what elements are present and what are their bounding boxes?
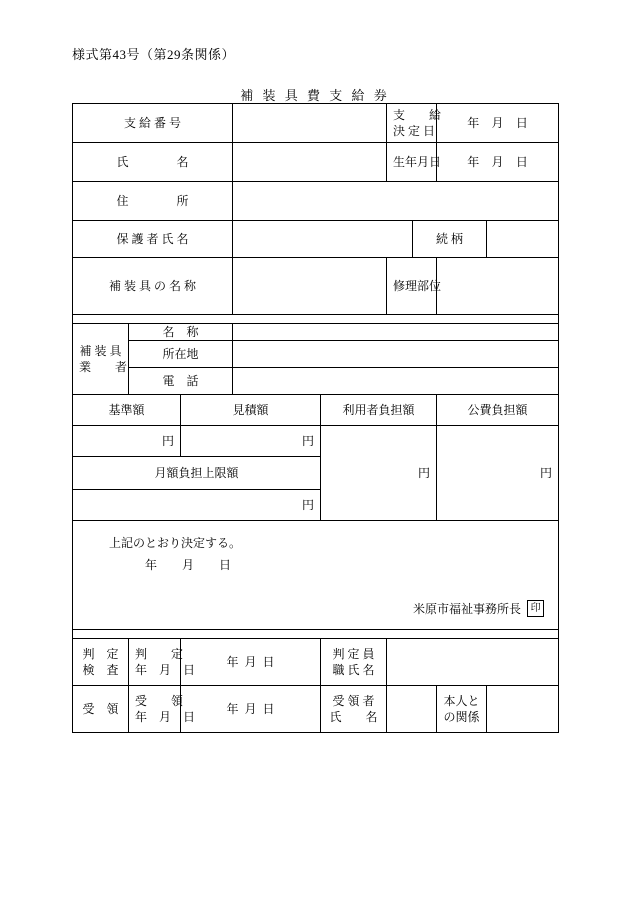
- label-user-burden: 利用者負担額: [321, 395, 437, 426]
- table-row: [73, 221, 559, 258]
- label-receipt-date: [129, 686, 196, 733]
- label-vendor-group: [73, 324, 129, 395]
- decision-statement-date[interactable]: [145, 557, 256, 573]
- receipt-date-year: 年: [226, 702, 239, 717]
- label-judge-inspect-line2: 検 査: [82, 663, 119, 678]
- table-row: [73, 104, 559, 143]
- judge-date-day: 日: [262, 655, 275, 670]
- table-row: [73, 521, 559, 630]
- statement-day: 日: [219, 558, 233, 573]
- label-name: 氏 名: [73, 143, 233, 182]
- field-receiver[interactable]: [387, 686, 437, 733]
- label-repair-part: 修理部位: [387, 258, 437, 315]
- label-judge-inspect: [73, 639, 129, 686]
- label-receipt-date-line2: 年 月 日: [135, 710, 196, 725]
- label-vendor-tel: 電 話: [129, 368, 233, 395]
- label-relationship: 続 柄: [413, 221, 487, 258]
- field-relation-to-person[interactable]: [487, 686, 559, 733]
- seal-icon: 印: [527, 600, 544, 617]
- public-burden-yen: 円: [540, 466, 553, 481]
- field-birth-date[interactable]: [437, 143, 559, 182]
- field-judge-date[interactable]: [181, 639, 321, 686]
- label-receiver: [321, 686, 387, 733]
- label-vendor-group-line1: 補 装 具: [79, 343, 122, 358]
- birth-date-day: 日: [515, 154, 528, 169]
- field-vendor-tel[interactable]: [233, 368, 559, 395]
- issuer-line: [413, 600, 544, 617]
- field-decision-date[interactable]: [437, 104, 559, 143]
- label-judge-date-line2: 年 月 日: [135, 663, 196, 678]
- decision-date-month: 月: [491, 115, 504, 130]
- table-row: [73, 258, 559, 315]
- label-receipt: 受 領: [73, 686, 129, 733]
- form-number: 様式第43号（第29条関係）: [72, 47, 236, 62]
- field-estimate-amount[interactable]: [181, 426, 321, 457]
- field-judge-officer[interactable]: [387, 639, 559, 686]
- decision-date-year: 年: [467, 115, 480, 130]
- standard-amount-yen: 円: [161, 434, 174, 449]
- field-public-burden[interactable]: [437, 426, 559, 521]
- table-spacer: [73, 630, 559, 639]
- label-relation-to-person: [437, 686, 487, 733]
- page-title: 補 装 具 費 支 給 券: [240, 88, 390, 103]
- estimate-amount-yen: 円: [302, 434, 315, 449]
- user-burden-yen: 円: [418, 466, 431, 481]
- label-judge-officer-line1: 判 定 員: [332, 647, 375, 661]
- field-user-burden[interactable]: [321, 426, 437, 521]
- label-estimate-amount: 見積額: [181, 395, 321, 426]
- judge-date-year: 年: [226, 655, 239, 670]
- label-relation-line2: の関係: [443, 710, 480, 725]
- field-vendor-address[interactable]: [233, 341, 559, 368]
- table-row: [73, 639, 559, 686]
- label-monthly-cap: 月額負担上限額: [73, 457, 321, 490]
- table-row: [73, 341, 559, 368]
- label-judge-date-line1: 判 定: [135, 647, 184, 661]
- label-decision-date: [387, 104, 442, 143]
- field-payment-number[interactable]: [233, 104, 387, 143]
- receipt-date-month: 月: [244, 702, 257, 717]
- label-judge-officer: [321, 639, 387, 686]
- label-vendor-name: 名 称: [129, 324, 233, 341]
- label-judge-inspect-line1: 判 定: [82, 647, 119, 661]
- table-row: [73, 426, 559, 457]
- label-receiver-line1: 受 領 者: [332, 694, 375, 708]
- field-repair-part[interactable]: [437, 258, 559, 315]
- label-public-burden: 公費負担額: [437, 395, 559, 426]
- table-spacer: [73, 315, 559, 324]
- birth-date-year: 年: [467, 154, 480, 169]
- label-vendor-group-line2: 業 者: [79, 360, 128, 375]
- table-row: [73, 324, 559, 341]
- decision-statement: 上記のとおり決定する。: [109, 536, 242, 551]
- label-judge-date: [129, 639, 196, 686]
- label-receiver-line2: 氏 名: [329, 710, 378, 725]
- table-row: [73, 395, 559, 426]
- decision-block: [73, 521, 559, 630]
- label-payment-number: 支 給 番 号: [73, 104, 233, 143]
- birth-date-month: 月: [491, 154, 504, 169]
- main-form-table: [72, 103, 559, 733]
- field-device-name[interactable]: [233, 258, 387, 315]
- field-monthly-cap[interactable]: [73, 490, 321, 521]
- statement-year: 年: [145, 558, 159, 573]
- label-receipt-date-line1: 受 領: [135, 694, 184, 708]
- statement-month: 月: [182, 558, 196, 573]
- field-address[interactable]: [233, 182, 559, 221]
- table-row: [73, 143, 559, 182]
- label-guardian-name: 保 護 者 氏 名: [73, 221, 233, 258]
- label-vendor-address: 所在地: [129, 341, 233, 368]
- field-vendor-name[interactable]: [233, 324, 559, 341]
- label-birth-date: 生年月日: [387, 143, 437, 182]
- label-relation-line1: 本人と: [443, 694, 480, 708]
- label-decision-date-line2: 決 定 日: [393, 124, 436, 138]
- label-device-name: 補 装 具 の 名 称: [73, 258, 233, 315]
- judge-date-month: 月: [244, 655, 257, 670]
- monthly-cap-yen: 円: [302, 498, 315, 513]
- field-receipt-date[interactable]: [181, 686, 321, 733]
- table-row: [73, 686, 559, 733]
- field-guardian-name[interactable]: [233, 221, 413, 258]
- field-relationship[interactable]: [487, 221, 559, 258]
- field-name[interactable]: [233, 143, 387, 182]
- decision-date-day: 日: [515, 115, 528, 130]
- table-row: [73, 182, 559, 221]
- field-standard-amount[interactable]: [73, 426, 181, 457]
- receipt-date-day: 日: [262, 702, 275, 717]
- issuer-name: 米原市福祉事務所長: [413, 601, 522, 616]
- label-decision-date-line1: 支 給: [393, 107, 442, 122]
- label-standard-amount: 基準額: [73, 395, 181, 426]
- label-address: 住 所: [73, 182, 233, 221]
- label-judge-officer-line2: 職 氏 名: [332, 663, 375, 678]
- table-row: [73, 368, 559, 395]
